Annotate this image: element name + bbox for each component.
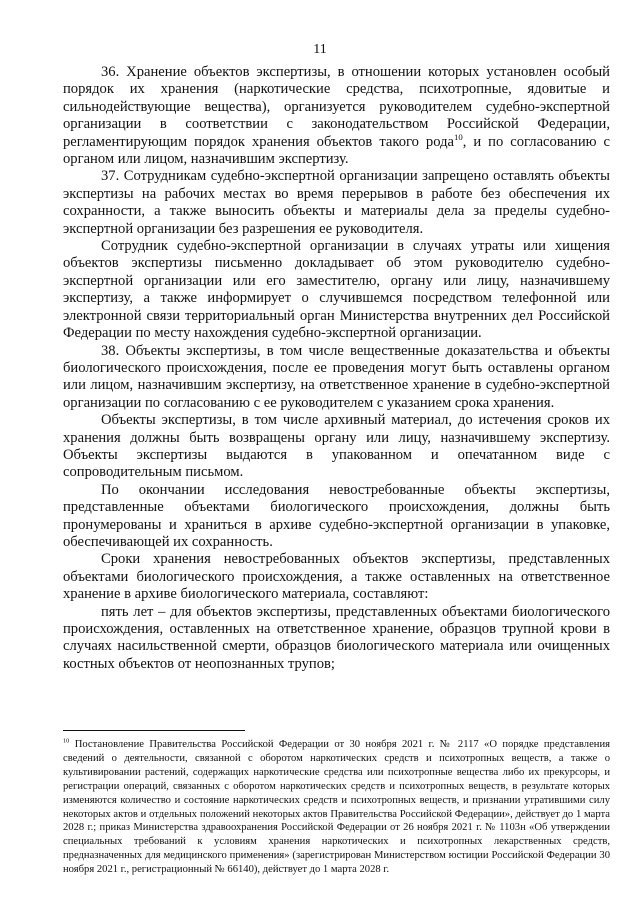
- footnote-reference[interactable]: 10: [453, 131, 463, 142]
- footnote-text: Постановление Правительства Российской Федерации от 30 ноября 2021 г. № 2117 «О порядке представления сведений о деятельности, связанной с оборотом наркотических средств и психотропных веществ, а также о культивировании растений, содержащих наркотические средства или психотропные вещества либо их прекурсоры, и регистрации операций, связанных с оборотом наркотических средств и психотропных веществ, в результате которых изменяются количество и состояние наркотических средств и психотропных веществ, и признании утратившими силу некоторых актов и отдельных положений некоторых актов Правительства Российской Федерации», действует до 1 марта 2028 г.; приказ Министерства здравоохранения Российской Федерации от 26 ноября 2021 г. № 1103н «Об утверждении специальных требований к условиям хранения наркотических и психотропных лекарственных средств, предназначенных для медицинского применения» (зарегистрирован Министерством юстиции Российской Федерации 30 ноября 2021 г., регистрационный № 66140), действует до 1 марта 2028 г.: [63, 739, 610, 876]
- footnote-number: 10: [63, 737, 70, 745]
- paragraph-unclaimed-objects: По окончании исследования невостребованные объекты экспертизы, представленные объектами биологического происхождения, должны быть пронумерованы и храниться в архиве судебно-экспертной организации в упаковке, обеспечивающей их сохранность.: [63, 481, 610, 550]
- body-text: [63, 64, 610, 673]
- paragraph-text: 36. Хранение объектов экспертизы, в отношении которых установлен особый порядок их хранения (наркотические средства, психотропные, ядовитые и сильнодействующие вещества), организуется руководителем судебно-экспертной организации в соответствии с законодательством Российской Федерации, регламентирующим порядок хранения объектов такого рода: [63, 64, 610, 150]
- footnote-10: [63, 738, 610, 877]
- paragraph-text-continued: , и по согласованию с органом или лицом, назначившим экспертизу.: [63, 133, 610, 168]
- paragraph-loss-report: Сотрудник судебно-экспертной организации в случаях утраты или хищения объектов экспертизы письменно докладывает об этом руководителю судебно-экспертной организации или его заместителю, органу или лицу, назначившему экспертизу, а также информирует о случившемся посредством телефонной или электронной связи территориальный орган Министерства внутренних дел Российской Федерации по месту нахождения судебно-экспертной организации.: [63, 238, 610, 342]
- paragraph-38: 38. Объекты экспертизы, в том числе вещественные доказательства и объекты биологического происхождения, после ее проведения могут быть оставлены органом или лицом, назначившим экспертизу, на ответственное хранение в судебно-экспертной организации по согласованию с ее руководителем с указанием срока хранения.: [63, 342, 610, 411]
- paragraph-storage-terms: Сроки хранения невостребованных объектов экспертизы, представленных объектами биологического происхождения, а также оставленных на ответственное хранение в архиве биологического материала, составляют:: [63, 551, 610, 603]
- paragraph-37: 37. Сотрудникам судебно-экспертной организации запрещено оставлять объекты экспертизы на рабочих местах во время перерывов в работе без обеспечения их сохранности, а также выносить объекты и материалы дела за пределы судебно-экспертной организации без разрешения ее руководителя.: [63, 168, 610, 237]
- footnote: [63, 738, 610, 877]
- paragraph-return-objects: Объекты экспертизы, в том числе архивный материал, до истечения сроков их хранения должны быть возвращены органу или лицу, назначившему экспертизу. Объекты экспертизы выдаются в упакованном и опечатанном виде с сопроводительным письмом.: [63, 412, 610, 481]
- paragraph-36: [63, 64, 610, 168]
- page-number: 11: [313, 42, 327, 57]
- footnote-divider: [63, 730, 245, 731]
- paragraph-five-years: пять лет – для объектов экспертизы, представленных объектами биологического происхождения, оставленных на ответственное хранение, образцов трупной крови в случаях насильственной смерти, образцов биологического материала или очищенных костных объектов от неопознанных трупов;: [63, 603, 610, 672]
